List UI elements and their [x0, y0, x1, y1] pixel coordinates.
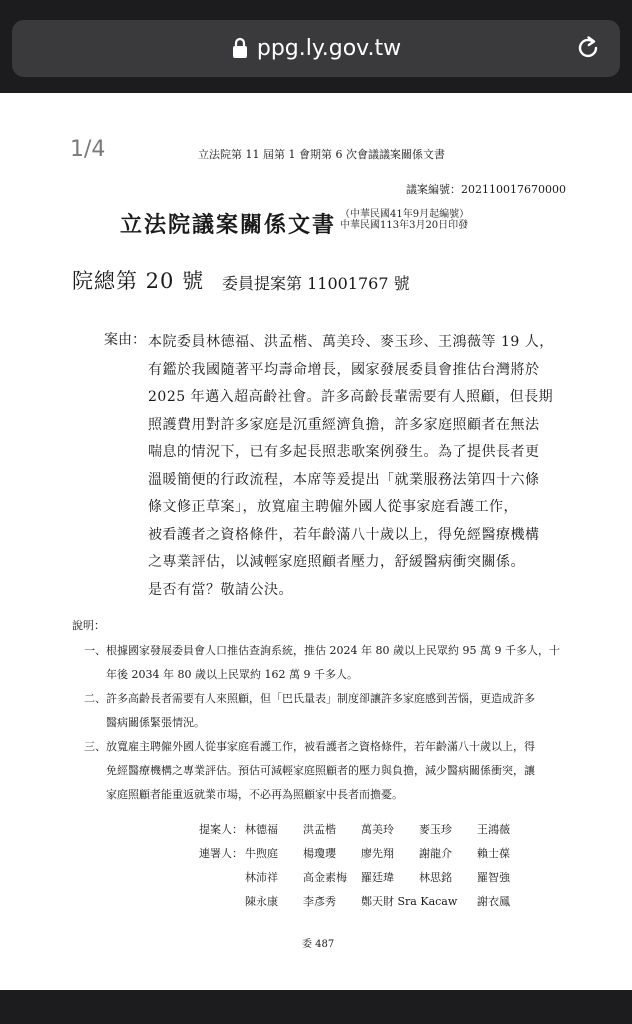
cosigner-name: 謝龍介 — [419, 847, 452, 860]
reason-text — [148, 329, 554, 604]
reason-line: 被看護者之資格條件，若年齡滿八十歲以上，得免經醫療機構 — [148, 526, 540, 543]
reason-line: 本院委員林德福、洪孟楷、萬美玲、麥玉珍、王鴻薇等 19 人， — [148, 334, 554, 350]
cosigner-name: 羅智強 — [477, 871, 510, 884]
explanation-text — [106, 687, 535, 735]
proposer-name: 林德福 — [245, 823, 278, 836]
reason-line: 照護費用對許多家庭是沉重經濟負擔，許多家庭照顧者在無法 — [148, 416, 540, 433]
cosigner-name: 鄭天財 Sra Kacaw — [361, 895, 458, 908]
cosigner-name: 林思銘 — [419, 871, 452, 884]
reason-line: 是否有當？敬請公決。 — [148, 581, 293, 598]
cosigner-name: 楊瓊瓔 — [303, 847, 336, 860]
cosigner-name: 牛煦庭 — [245, 847, 278, 860]
document-title: 立法院議案關係文書 — [120, 212, 337, 238]
proposal-number: 委員提案第 11001767 號 — [222, 274, 410, 293]
cosigner-label: 連署人： — [199, 847, 243, 860]
explanation-number: 一、 — [84, 644, 106, 657]
lock-icon — [231, 37, 249, 59]
reason-line: 溫暖簡便的行政流程，本席等爰提出「就業服務法第四十六條 — [148, 471, 540, 488]
page-indicator: 1/4 — [70, 137, 106, 162]
proposer-label: 提案人： — [199, 823, 243, 836]
url-text: ppg.ly.gov.tw — [256, 36, 402, 61]
cosigner-name: 賴士葆 — [477, 847, 510, 860]
explanation-label: 說明： — [72, 619, 105, 632]
explanation-line: 放寬雇主聘僱外國人從事家庭看護工作，被看護者之資格條件，若年齡滿八十歲以上，得 — [106, 740, 535, 753]
proposer-name: 麥玉珍 — [419, 823, 452, 836]
explanation-line: 醫病關係緊張情況。 — [106, 716, 205, 729]
reason-line: 有鑑於我國隨著平均壽命增長，國家發展委員會推估台灣將於 — [148, 361, 540, 378]
bottom-bar — [0, 990, 632, 1024]
edition-line-1: （中華民國41年9月起編號） — [340, 209, 470, 220]
explanation-line: 許多高齡長者需要有人來照顧，但「巴氏量表」制度卻讓許多家庭感到苦惱，更造成許多 — [106, 692, 535, 705]
reason-line: 2025 年邁入超高齡社會。許多高齡長輩需要有人照顧，但長期 — [148, 389, 554, 405]
explanation-line: 免經醫療機構之專業評估。預估可減輕家庭照顧者的壓力與負擔，減少醫病關係衝突，讓 — [106, 764, 535, 777]
explanation-line: 家庭照顧者能重返就業市場，不必再為照顧家中長者而擔憂。 — [106, 788, 403, 801]
address-bar[interactable] — [12, 20, 620, 77]
document-page — [0, 93, 632, 990]
proposer-name: 萬美玲 — [361, 823, 394, 836]
edition-note — [340, 209, 469, 231]
cosigner-name: 羅廷瑋 — [361, 871, 394, 884]
document-number: 院總第 20 號 — [72, 269, 205, 293]
cosigner-name: 高金素梅 — [303, 871, 347, 884]
cosigner-name: 林沛祥 — [245, 871, 278, 884]
cosigner-name: 廖先翔 — [361, 847, 394, 860]
page-footer: 委 487 — [302, 939, 335, 950]
proposer-name: 洪孟楷 — [303, 823, 336, 836]
explanation-text — [106, 639, 560, 687]
cosigner-name: 陳永康 — [245, 895, 278, 908]
bill-number: 議案編號：202110017670000 — [406, 183, 566, 196]
reload-icon[interactable] — [574, 34, 602, 62]
edition-line-2: 中華民國113年3月20日印發 — [340, 220, 469, 231]
reason-line: 喘息的情況下，已有多起長照悲歌案例發生。為了提供長者更 — [148, 444, 540, 460]
explanation-text — [106, 735, 535, 807]
url-display[interactable] — [12, 20, 620, 77]
explanation-number: 三、 — [84, 740, 106, 753]
explanation-number: 二、 — [84, 692, 106, 705]
reason-line: 條文修正草案」，放寬雇主聘僱外國人從事家庭看護工作， — [148, 499, 518, 515]
cosigner-name: 李彥秀 — [303, 895, 336, 908]
browser-toolbar — [0, 0, 632, 93]
explanation-line: 年後 2034 年 80 歲以上民眾約 162 萬 9 千多人。 — [106, 668, 358, 681]
reason-line: 之專業評估，以減輕家庭照顧者壓力，舒緩醫病衝突關係。 — [148, 554, 525, 570]
proposer-name: 王鴻薇 — [477, 823, 510, 836]
cosigner-name: 謝衣鳳 — [477, 895, 510, 908]
explanation-line: 根據國家發展委員會人口推估查詢系統，推估 2024 年 80 歲以上民眾約 95 萬 9 千多人，十 — [106, 644, 560, 657]
reason-label: 案由： — [104, 332, 146, 348]
document-header: 立法院第 11 屆第 1 會期第 6 次會議議案關係文書 — [198, 148, 445, 161]
